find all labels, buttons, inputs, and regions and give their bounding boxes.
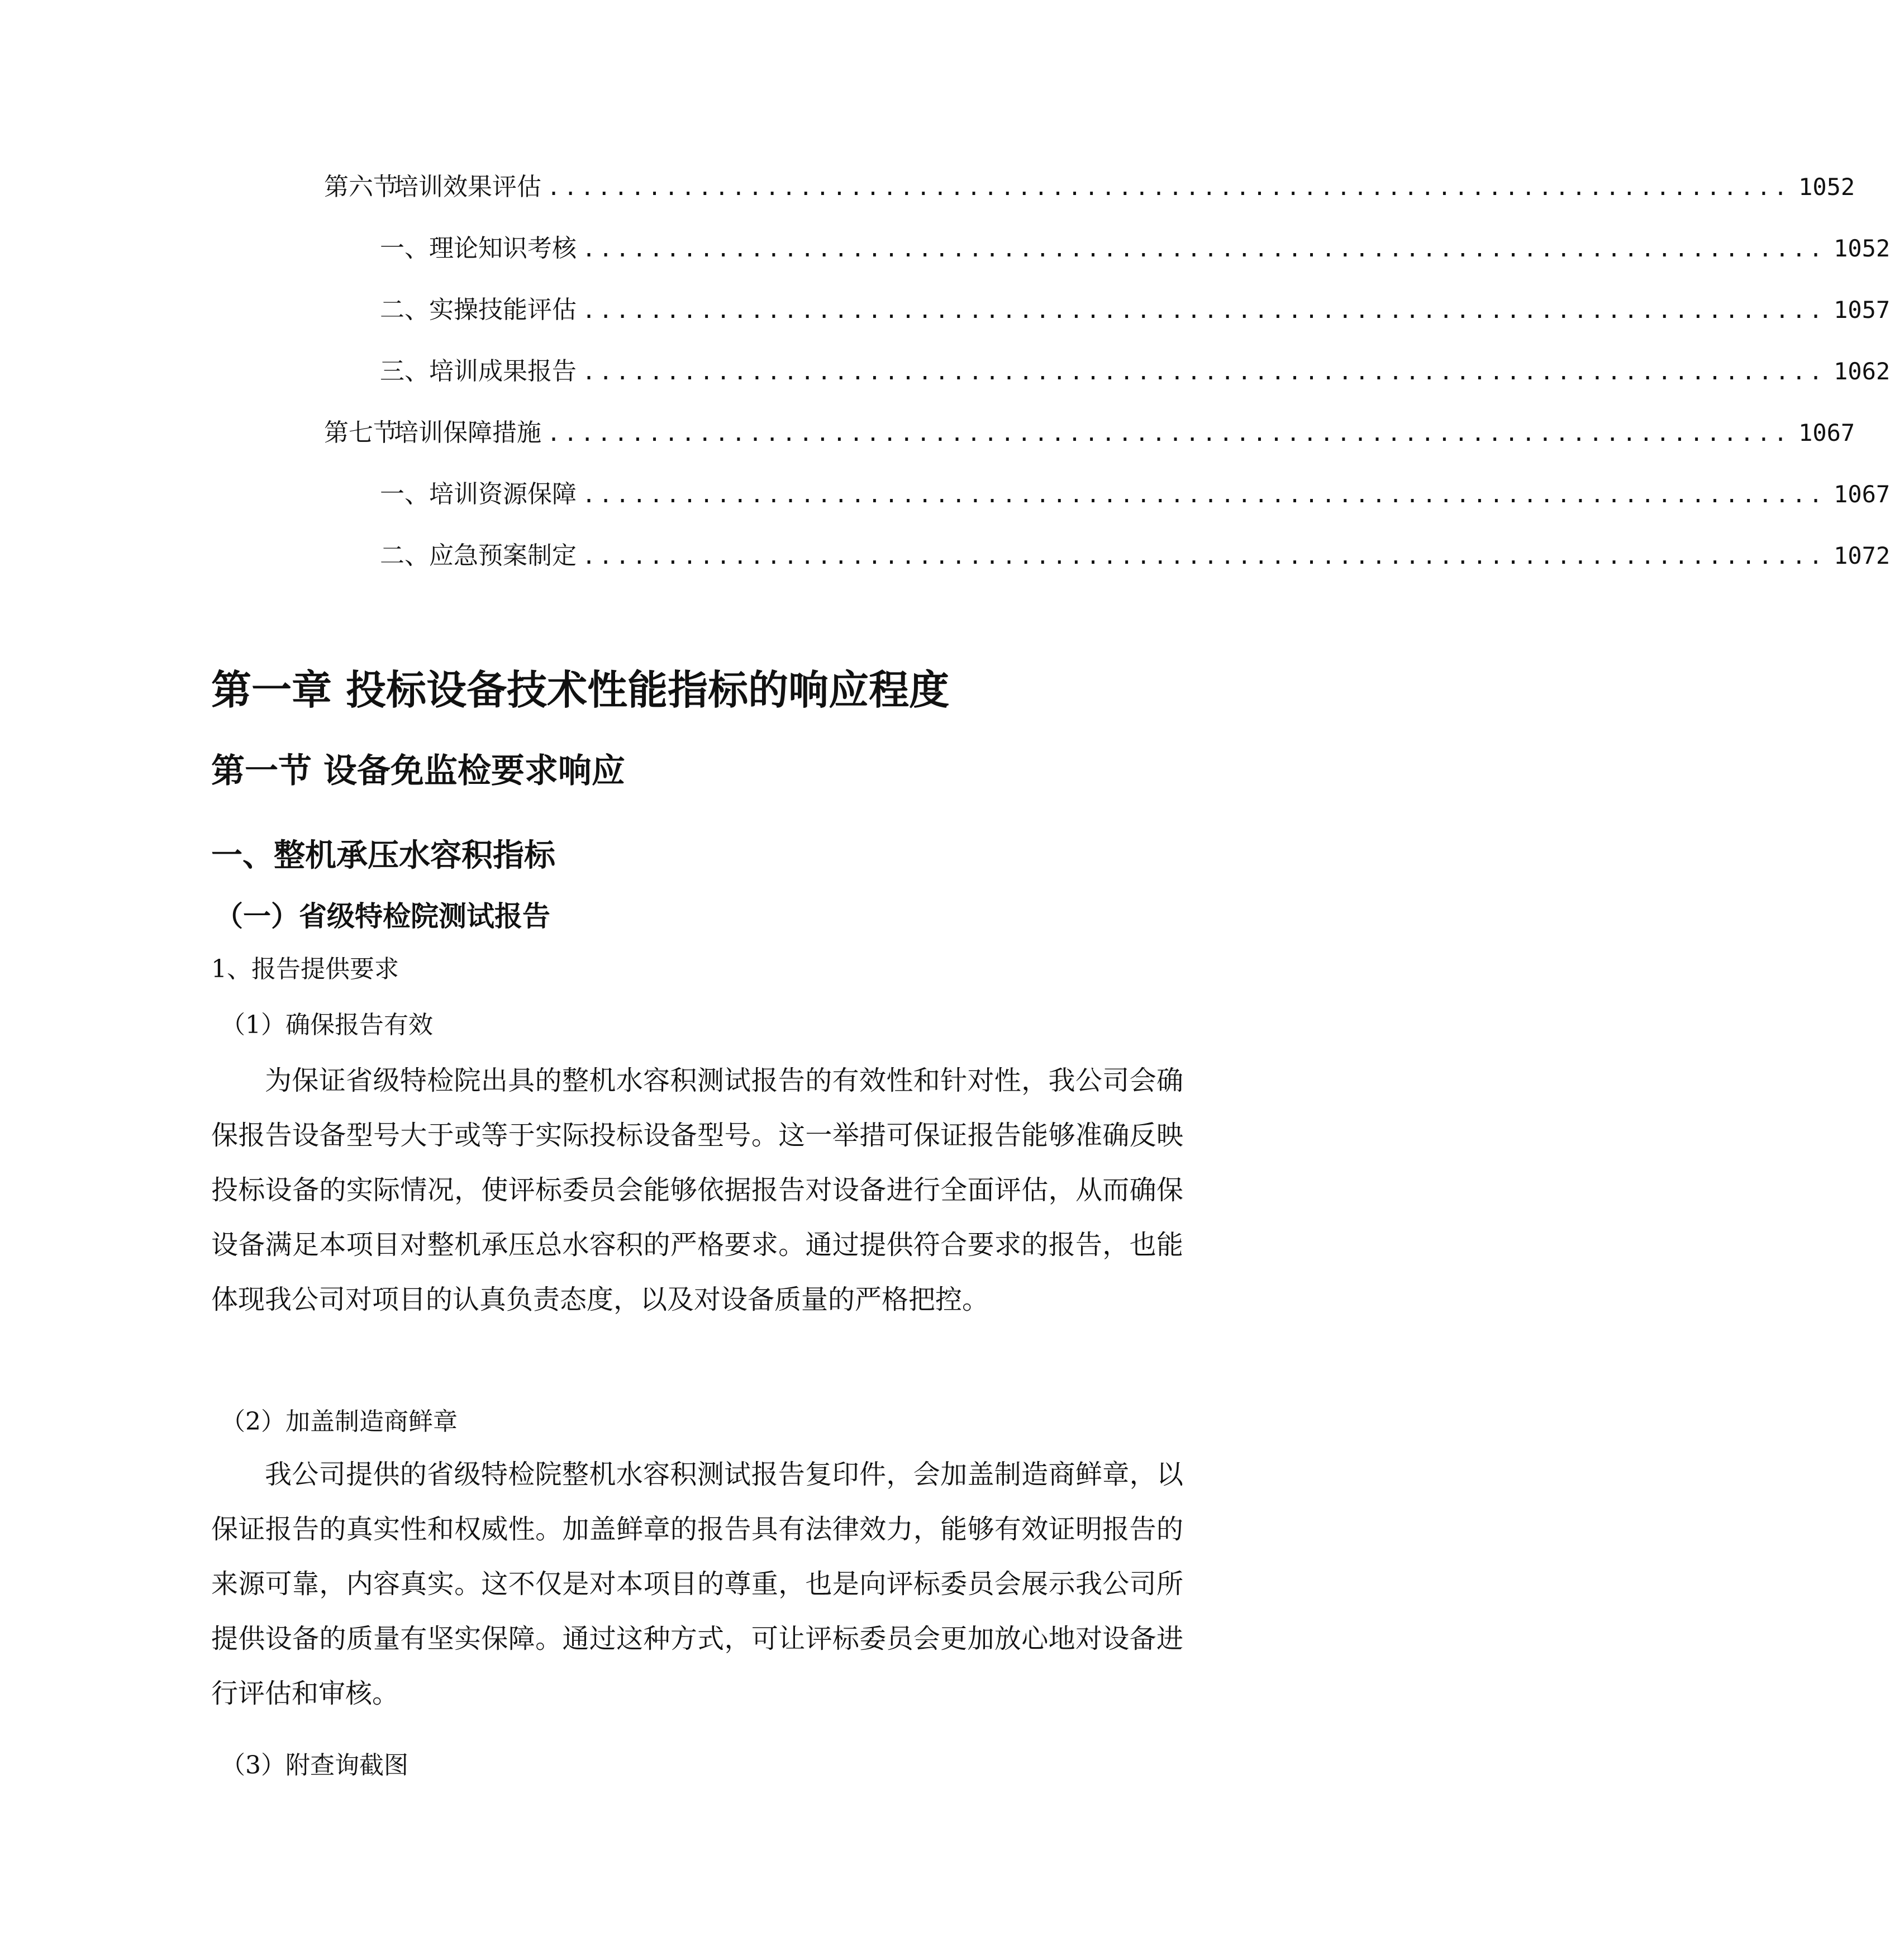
toc-entry-title: 理论知识考核 (429, 234, 577, 263)
toc-entry-number: 三、 (380, 357, 429, 386)
point-title: 1、报告提供要求 (211, 955, 399, 983)
clause-paragraph: 为保证省级特检院出具的整机水容积测试报告的有效性和针对性，我公司会确保报告设备型号大于或等于实际投标设备型号。这一举措可保证报告能够准确反映投标设备的实际情况，使评标委员会能够依据报告对设备进行全面评估，从而确保设备满足本项目对整机承压总水容积的严格要求。通过提供符合要求的报告，也能体现我公司对项目的认真负责态度，以及对设备质量的严格把控。 (211, 1065, 1183, 1315)
toc-leader-dots: .......................................................................... (582, 236, 1826, 262)
toc-entry-number: 二、 (380, 541, 429, 570)
clause-heading: （2）加盖制造商鲜章 (221, 1407, 458, 1436)
toc-entry-number: 第六节 (324, 173, 398, 201)
item-title: 一、整机承压水容积指标 (211, 838, 555, 874)
toc-entry-number: 一、 (380, 480, 429, 508)
toc-entry-title: 实操技能评估 (429, 296, 577, 324)
toc-entry[interactable] (324, 413, 1855, 453)
toc-entry[interactable] (324, 168, 1855, 207)
toc-entry-title: 培训保障措施 (394, 418, 541, 447)
toc-leader-dots: .......................................................................... (582, 359, 1826, 385)
toc-entry-page: 1072 (1834, 542, 1890, 569)
toc-leader-dots: .......................................................................... (547, 175, 1791, 201)
toc-entry-page: 1067 (1834, 481, 1890, 508)
toc-entry-number: 二、 (380, 296, 429, 324)
toc-entry-page: 1052 (1834, 235, 1890, 262)
toc-entry-page: 1057 (1834, 296, 1890, 324)
toc-leader-dots: .......................................................................... (582, 544, 1826, 569)
toc-entry-title: 应急预案制定 (429, 541, 577, 570)
toc-entry-title: 培训效果评估 (394, 173, 541, 201)
toc-entry-number: 一、 (380, 234, 429, 263)
toc-entry[interactable] (380, 291, 1890, 330)
toc-entry-title: 培训资源保障 (429, 480, 577, 508)
toc-entry[interactable] (380, 229, 1890, 268)
toc-leader-dots: .......................................................................... (582, 298, 1826, 324)
clause-heading: （1）确保报告有效 (221, 1011, 433, 1039)
toc-entry-page: 1052 (1798, 173, 1855, 201)
subitem-title: （一）省级特检院测试报告 (215, 900, 550, 933)
section-title: 第一节 设备免监检要求响应 (211, 751, 625, 791)
toc-entry[interactable] (380, 536, 1890, 575)
toc-leader-dots: .......................................................................... (547, 421, 1791, 446)
toc-entry[interactable] (380, 352, 1890, 391)
toc-entry-page: 1067 (1798, 419, 1855, 446)
toc-entry-page: 1062 (1834, 358, 1890, 385)
toc-entry-title: 培训成果报告 (429, 357, 577, 386)
chapter-title: 第一章 投标设备技术性能指标的响应程度 (211, 667, 950, 713)
toc-entry-number: 第七节 (324, 418, 398, 447)
toc-entry[interactable] (380, 475, 1890, 514)
toc-leader-dots: .......................................................................... (582, 482, 1826, 508)
clause-paragraph: 我公司提供的省级特检院整机水容积测试报告复印件，会加盖制造商鲜章，以保证报告的真实性和权威性。加盖鲜章的报告具有法律效力，能够有效证明报告的来源可靠，内容真实。这不仅是对本项目的尊重，也是向评标委员会展示我公司所提供设备的质量有坚实保障。通过这种方式，可让评标委员会更加放心地对设备进行评估和审核。 (211, 1459, 1183, 1709)
clause-heading: （3）附查询截图 (221, 1751, 408, 1780)
